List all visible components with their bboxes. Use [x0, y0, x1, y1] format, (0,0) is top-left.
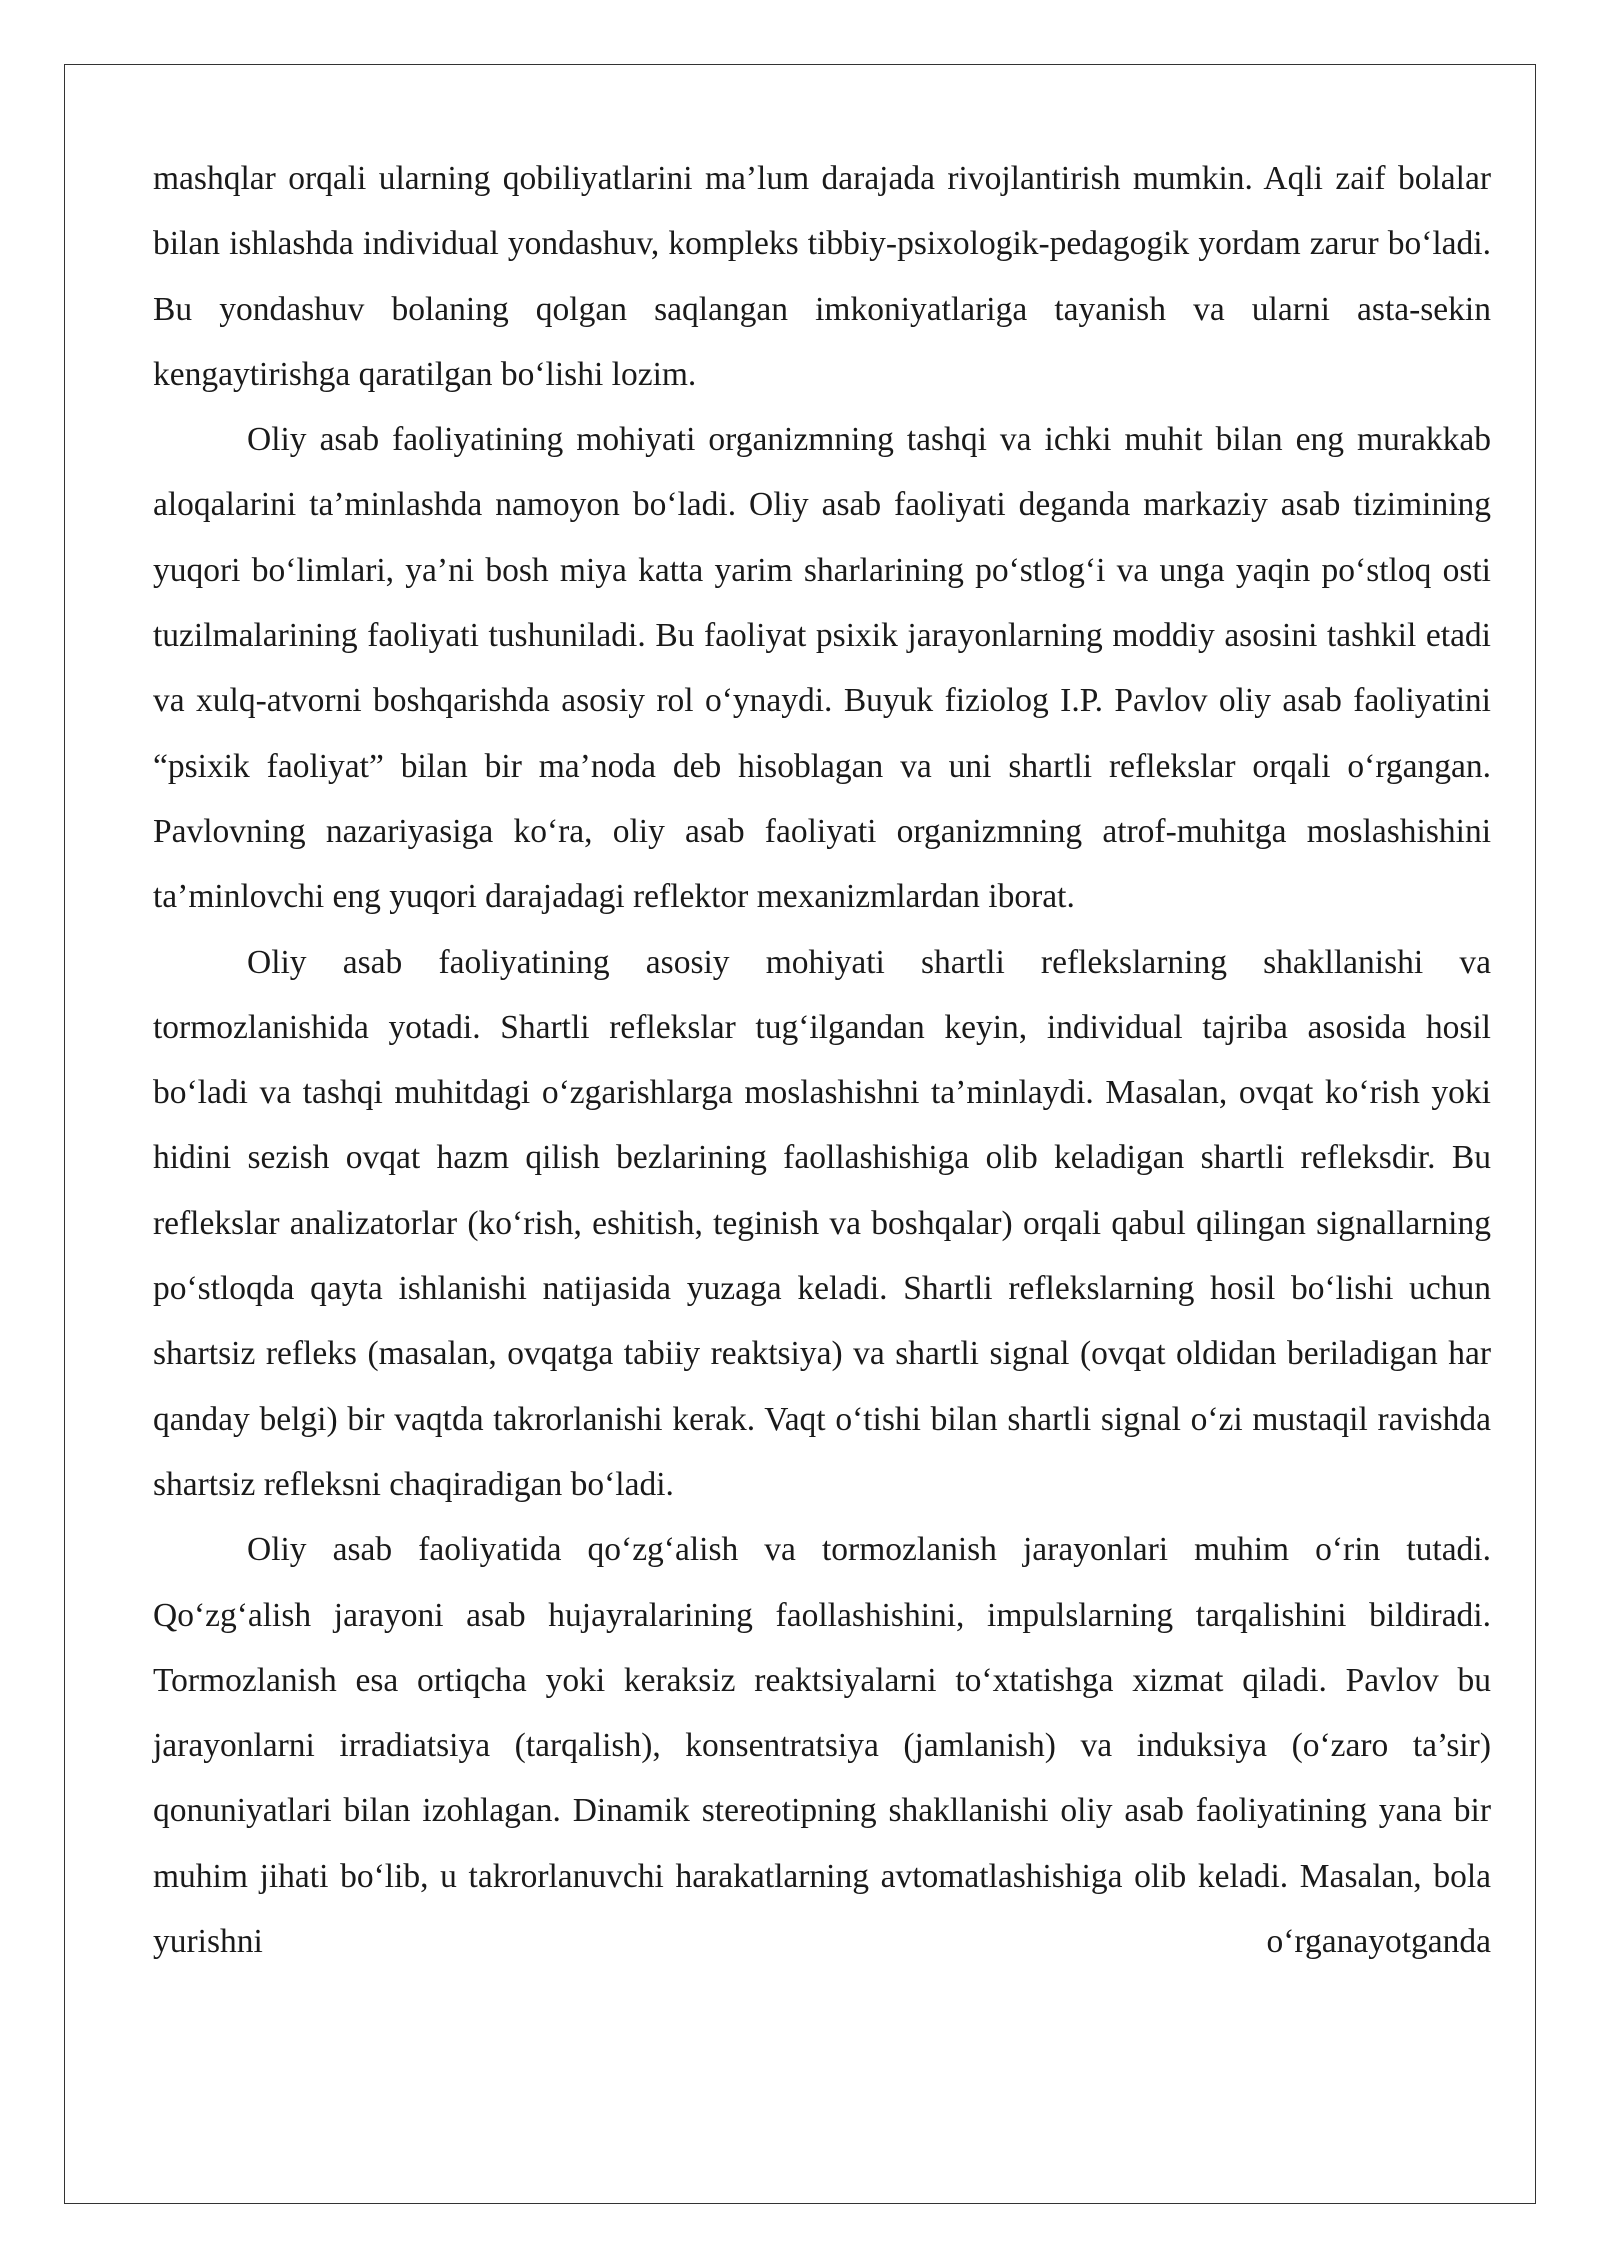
paragraph-2: Oliy asab faoliyatining mohiyati organizmning tashqi va ichki muhit bilan eng murakkab aloqalarini ta’minlashda namoyon bo‘ladi. Oliy asab faoliyati deganda markaziy asab tizimining yuqori bo‘limlari, ya’ni bosh miya katta yarim sharlarining po‘stlog‘i va unga yaqin po‘stloq osti tuzilmalarining faoliyati tushuniladi. Bu faoliyat psixik jarayonlarning moddiy asosini tashkil etadi va xulq-atvorni boshqarishda asosiy rol o‘ynaydi. Buyuk fiziolog I.P. Pavlov oliy asab faoliyatini “psixik faoliyat” bilan bir ma’noda deb hisoblagan va uni shartli reflekslar orqali o‘rgangan. Pavlovning nazariyasiga ko‘ra, oliy asab faoliyati organizmning atrof-muhitga moslashishini ta’minlovchi eng yuqori darajadagi reflektor mexanizmlardan iborat.	[153, 421, 1491, 916]
paragraph-3: Oliy asab faoliyatining asosiy mohiyati shartli reflekslarning shakllanishi va tormozlanishida yotadi. Shartli reflekslar tug‘ilgandan keyin, individual tajriba asosida hosil bo‘ladi va tashqi muhitdagi o‘zgarishlarga moslashishni ta’minlaydi. Masalan, ovqat ko‘rish yoki hidini sezish ovqat hazm qilish bezlarining faollashishiga olib keladigan shartli refleksdir. Bu reflekslar analizatorlar (ko‘rish, eshitish, teginish va boshqalar) orqali qabul qilingan signallarning po‘stloqda qayta ishlanishi natijasida yuzaga keladi. Shartli reflekslarning hosil bo‘lishi uchun shartsiz refleks (masalan, ovqatga tabiiy reaktsiya) va shartli signal (ovqat oldidan beriladigan har qanday belgi) bir vaqtda takrorlanishi kerak. Vaqt o‘tishi bilan shartli signal o‘zi mustaqil ravishda shartsiz refleksni chaqiradigan bo‘ladi.	[153, 943, 1491, 1503]
paragraph-4-last: Oliy asab faoliyatida qo‘zg‘alish va tormozlanish jarayonlari muhim o‘rin tutadi. Qo‘zg‘alish jarayoni asab hujayralarining faollashishini, impulslarning tarqalishini bildiradi. Tormozlanish esa ortiqcha yoki keraksiz reaktsiyalarni to‘xtatishga xizmat qiladi. Pavlov bu jarayonlarni irradiatsiya (tarqalish), konsentratsiya (jamlanish) va induksiya (o‘zaro ta’sir) qonuniyatlari bilan izohlagan. Dinamik stereotipning shakllanishi oliy asab faoliyatining yana bir muhim jihati bo‘lib, u takrorlanuvchi harakatlarning avtomatlashishiga olib keladi. Masalan, bola yurishni o‘rganayotganda	[153, 1531, 1491, 1961]
paragraph-1: mashqlar orqali ularning qobiliyatlarini ma’lum darajada rivojlantirish mumkin. Aqli zaif bolalar bilan ishlashda individual yondashuv, kompleks tibbiy-psixologik-pedagogik yordam zarur bo‘ladi. Bu yondashuv bolaning qolgan saqlangan imkoniyatlariga tayanish va ularni asta-sekin kengaytirishga qaratilgan bo‘lishi lozim.	[153, 160, 1491, 393]
document-body	[153, 146, 1491, 1974]
